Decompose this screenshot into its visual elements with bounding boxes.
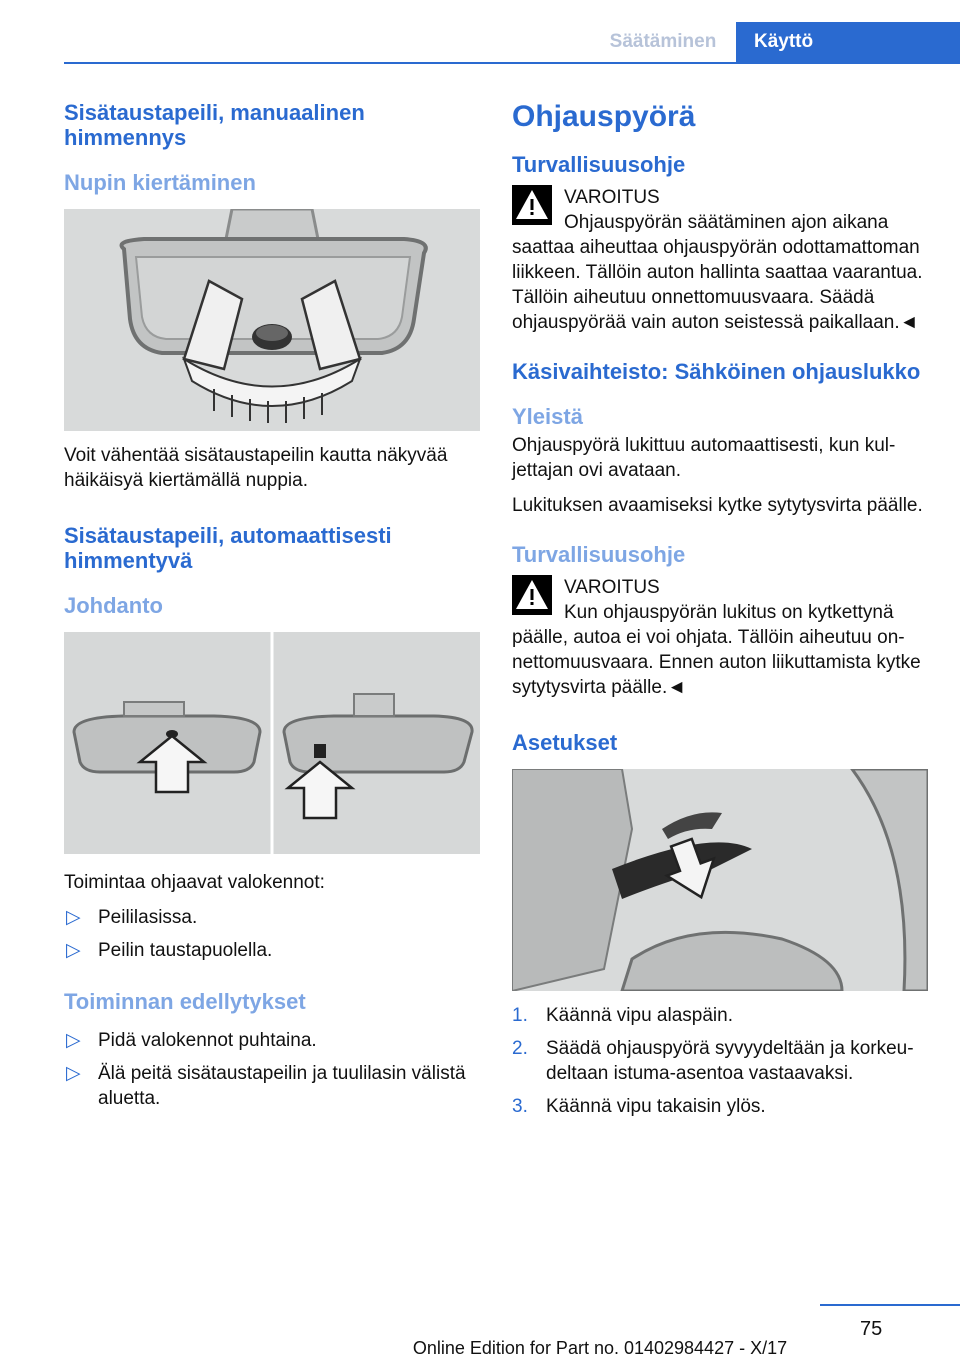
mirror-knob-illustration xyxy=(64,209,480,431)
warning-title: VAROITUS xyxy=(564,577,660,598)
heading-manual-dimming: Sisätaustapeili, manuaalinen himmennys xyxy=(64,100,365,150)
warning-text-first: Ohjauspyörän säätäminen ajon aikana xyxy=(564,212,889,233)
list-item: 3. Käännä vipu takaisin ylös. xyxy=(512,1096,766,1117)
steering-lever-illustration xyxy=(512,769,928,991)
paragraph-sensors: Toimintaa ohjaavat valokennot: xyxy=(64,872,325,893)
photo-sensor-illustration xyxy=(64,632,480,854)
warning-triangle-icon xyxy=(512,185,552,225)
warning-text: saattaa aiheuttaa ohjauspyörän odottamattoman liikkeen. Tällöin auton hallinta saattaa vaarantua. Tällöin aiheutuu onnettomuusvaara. Säädä ohjauspyörää vain auton seistessä paikallaan.◄ xyxy=(512,237,923,333)
triangle-bullet-icon: ▷ xyxy=(66,907,81,928)
warning-text-first: Kun ohjauspyörän lukitus on kytkettynä xyxy=(564,602,894,623)
list-item: ▷ Peilin taustapuolella. xyxy=(66,940,273,961)
list-item: ▷ Pidä valokennot puhtaina. xyxy=(66,1030,317,1051)
right-column xyxy=(512,100,932,1127)
heading-safety-1: Turvallisuusohje xyxy=(512,152,686,177)
heading-requirements: Toiminnan edellytykset xyxy=(64,989,306,1014)
warning-block-2 xyxy=(512,575,932,700)
heading-settings: Asetukset xyxy=(512,730,618,755)
page-header xyxy=(0,22,960,64)
warning-triangle-icon xyxy=(512,575,552,615)
warning-title: VAROITUS xyxy=(564,187,660,208)
heading-steering-wheel: Ohjauspyörä xyxy=(512,100,696,133)
heading-auto-dimming: Sisätaustapeili, automaattisesti himmentyvä xyxy=(64,523,392,573)
left-column xyxy=(64,100,484,1119)
list-item: ▷ Peililasissa. xyxy=(66,907,198,928)
section-tab: Säätäminen xyxy=(609,31,717,52)
warning-text: päälle, autoa ei voi ohjata. Tällöin aiheutuu onnettomuusvaara. Ennen auton liikuttamista kytke sytytysvirta päälle.◄ xyxy=(512,627,921,698)
paragraph-general-1: Ohjauspyörä lukittuu automaattisesti, kun kuljettajan ovi avataan. xyxy=(512,435,896,481)
list-item: 2. Säädä ohjauspyörä syvyydeltään ja korkeudeltaan istuma-asentoa vastaavaksi. xyxy=(512,1038,914,1084)
paragraph-knob: Voit vähentää sisätaustapeilin kautta näkyvää häikäisyä kiertämällä nuppia. xyxy=(64,445,448,491)
warning-block-1 xyxy=(512,185,932,335)
header-divider xyxy=(64,62,960,64)
list-item: 1. Käännä vipu alaspäin. xyxy=(512,1005,733,1026)
subheading-intro: Johdanto xyxy=(64,593,163,618)
list-item: ▷ Älä peitä sisätaustapeilin ja tuulilasin välistä aluetta. xyxy=(66,1063,466,1109)
footer-divider xyxy=(820,1304,960,1306)
subheading-knob: Nupin kiertäminen xyxy=(64,170,256,195)
chapter-tab: Käyttö xyxy=(736,22,960,62)
page-number: 75 xyxy=(860,1318,883,1340)
heading-safety-2: Turvallisuusohje xyxy=(512,542,686,567)
heading-general: Yleistä xyxy=(512,404,583,429)
requirements-list xyxy=(64,1028,484,1111)
triangle-bullet-icon: ▷ xyxy=(66,1063,81,1084)
triangle-bullet-icon: ▷ xyxy=(66,1030,81,1051)
paragraph-general-2: Lukituksen avaamiseksi kytke sytytysvirta päälle. xyxy=(512,495,923,516)
settings-steps xyxy=(512,1003,932,1119)
triangle-bullet-icon: ▷ xyxy=(66,940,81,961)
sensor-list xyxy=(64,905,484,963)
heading-steering-lock: Käsivaihteisto: Sähköinen ohjauslukko xyxy=(512,359,921,384)
footer-edition: Online Edition for Part no. 01402984427 - X/17 xyxy=(412,1338,788,1358)
